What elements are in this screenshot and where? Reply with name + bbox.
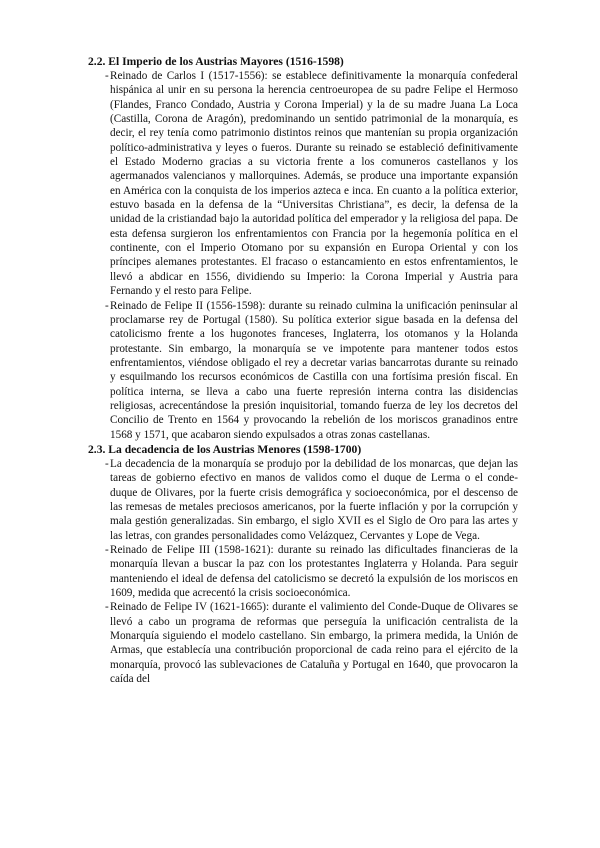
section-austrias-menores — [88, 442, 518, 687]
list-item — [88, 299, 518, 442]
bullet-dash: - — [105, 70, 109, 82]
bullet-dash: - — [105, 601, 109, 614]
list-item — [88, 600, 518, 686]
bullet-dash: - — [105, 544, 109, 556]
item-text: Reinado de Felipe IV (1621-1665): durante el valimiento del Conde-Duque de Olivares se llevó a cabo un programa de reformas que perseguía la unificación centralista de la Monarquía siguiendo el modelo castellano. Sin embargo, la primera medida, la Unión de Armas, que establecía una contribución proporcional de cada reino para el ejército de la monarquía, provocó las sublevaciones de Cataluña y Portugal en 1640, que provocaron la caída del — [110, 601, 518, 686]
item-text: La decadencia de la monarquía se produjo por la debilidad de los monarcas, que dejan las tareas de gobierno efectivo en manos de validos como el duque de Lerma o el conde-duque de Olivares, por la fuerte crisis demográfica y socioeconómica, por el descenso de las remesas de metales preciosos americanos, por la fuerte inflación y por la corrupción y mala gestión generalizadas. Sin embargo, el siglo XVII es el Siglo de Oro para las artes y las letras, con grandes personalidades como Velázquez, Cervantes y Lope de Vega. — [110, 457, 518, 542]
list-item — [88, 457, 518, 543]
bullet-dash: - — [105, 457, 109, 470]
list-item — [88, 543, 518, 600]
document-page — [88, 54, 518, 686]
item-text: Reinado de Carlos I (1517-1556): se establece definitivamente la monarquía confederal hispánica al unir en su persona la herencia centroeuropea de su padre Felipe el Hermoso (Flandes, Franco Condado, Austria y Corona Imperial) y la de su madre Juana La Loca (Castilla, Corona de Aragón), predominando un sentido patrimonial de la monarquía, es decir, el rey tenía como patrimonio distintos reinos que mantenían su propia organización político-administrativa y leyes o fueros. Durante su reinado se estableció definitivamente el Estado Moderno gracias a su victoria frente a los comuneros castellanos y los agermanados valencianos y mallorquines. Además, se produce una importante expansión en América con la conquista de los imperios azteca e inca. En cuanto a la política exterior, estuvo basada en la defensa de la “Universitas Christiana”, es decir, la defensa de la unidad de la cristiandad bajo la autoridad política del emperador y la religiosa del papa. De esta defensa surgieron los enfrentamientos con Francia por la hegemonía política en el continente, con el Imperio Otomano por su expansión en Europa Oriental y con los príncipes alemanes protestantes. El fracaso o estancamiento en estos enfrentamientos, le llevó a abdicar en 1556, dividiendo su Imperio: la Corona Imperial y Austria para Fernando y el resto para Felipe. — [110, 70, 518, 298]
bullet-dash: - — [105, 299, 109, 312]
section-austrias-mayores — [88, 54, 518, 442]
section-title: 2.2. El Imperio de los Austrias Mayores (1516-1598) — [88, 55, 344, 68]
section-title: 2.3. La decadencia de los Austrias Menores (1598-1700) — [88, 442, 362, 456]
list-item — [88, 69, 518, 299]
item-text: Reinado de Felipe II (1556-1598): durante su reinado culmina la unificación peninsular al proclamarse rey de Portugal (1580). Su política exterior sigue basada en la defensa del catolicismo frente a los hugonotes franceses, Inglaterra, los otomanos y la Holanda protestante. Sin embargo, la monarquía se ve impotente para mantener todos estos enfrentamientos, viéndose obligado el rey a decretar varias bancarrotas durante su reinado y esquilmando los recursos económicos de Castilla con una fortísima presión fiscal. En política interna, se lleva a cabo una fuerte represión interna contra las disidencias religiosas, acrecentándose la presión inquisitorial, tomando fuerza de ley los decretos del Concilio de Trento en 1564 y provocando la rebelión de los moriscos granadinos entre 1568 y 1571, que acabaron siendo expulsados a otras zonas castellanas. — [110, 299, 518, 441]
item-text: Reinado de Felipe III (1598-1621): durante su reinado las dificultades financieras de la monarquía llevan a buscar la paz con los protestantes Inglaterra y Holanda. Para seguir manteniendo el ideal de defensa del catolicismo se decretó la expulsión de los moriscos en 1609, medida que acrecentó la crisis socioeconómica. — [110, 544, 518, 600]
